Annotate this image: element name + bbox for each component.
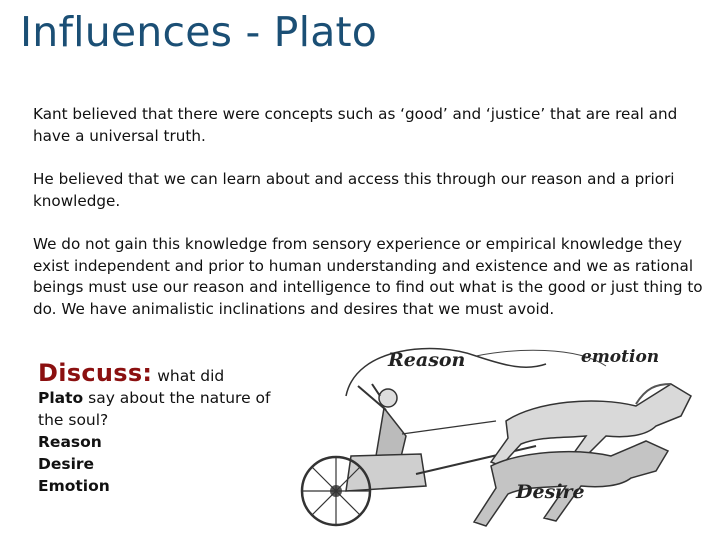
paragraph-kant-concepts: Kant believed that there were concepts such as ‘good’ and ‘justice’ that are real and have a universal truth.	[33, 105, 678, 145]
discuss-prompt-start: what did	[152, 367, 225, 385]
label-reason: Reason	[388, 349, 466, 371]
paragraph-empirical-knowledge: We do not gain this knowledge from sensory experience or empirical knowledge they exist independent and prior to human understanding and existence and we as rational beings must use our reason and intelligence to find out what is the good or just thing to do. We have animalistic inclinations and desires that we must avoid.	[33, 235, 703, 318]
chariot-allegory-illustration	[276, 326, 716, 538]
chariot-body	[346, 454, 426, 491]
slide-title: Influences - Plato	[20, 8, 378, 56]
chariot-wheel	[302, 457, 370, 525]
label-desire: Desire	[516, 481, 585, 503]
label-emotion: emotion	[581, 347, 660, 367]
option-emotion: Emotion	[38, 477, 110, 495]
option-desire: Desire	[38, 455, 95, 473]
discuss-prompt-plato: Plato	[38, 389, 84, 407]
discuss-box	[38, 359, 278, 497]
option-reason: Reason	[38, 433, 102, 451]
paragraph-reason-a-priori: He believed that we can learn about and access this through our reason and a priori knowledge.	[33, 170, 675, 210]
charioteer-figure	[358, 384, 496, 461]
discuss-heading: Discuss:	[38, 359, 153, 387]
discuss-prompt-end: say about the nature of the soul?	[38, 389, 271, 429]
